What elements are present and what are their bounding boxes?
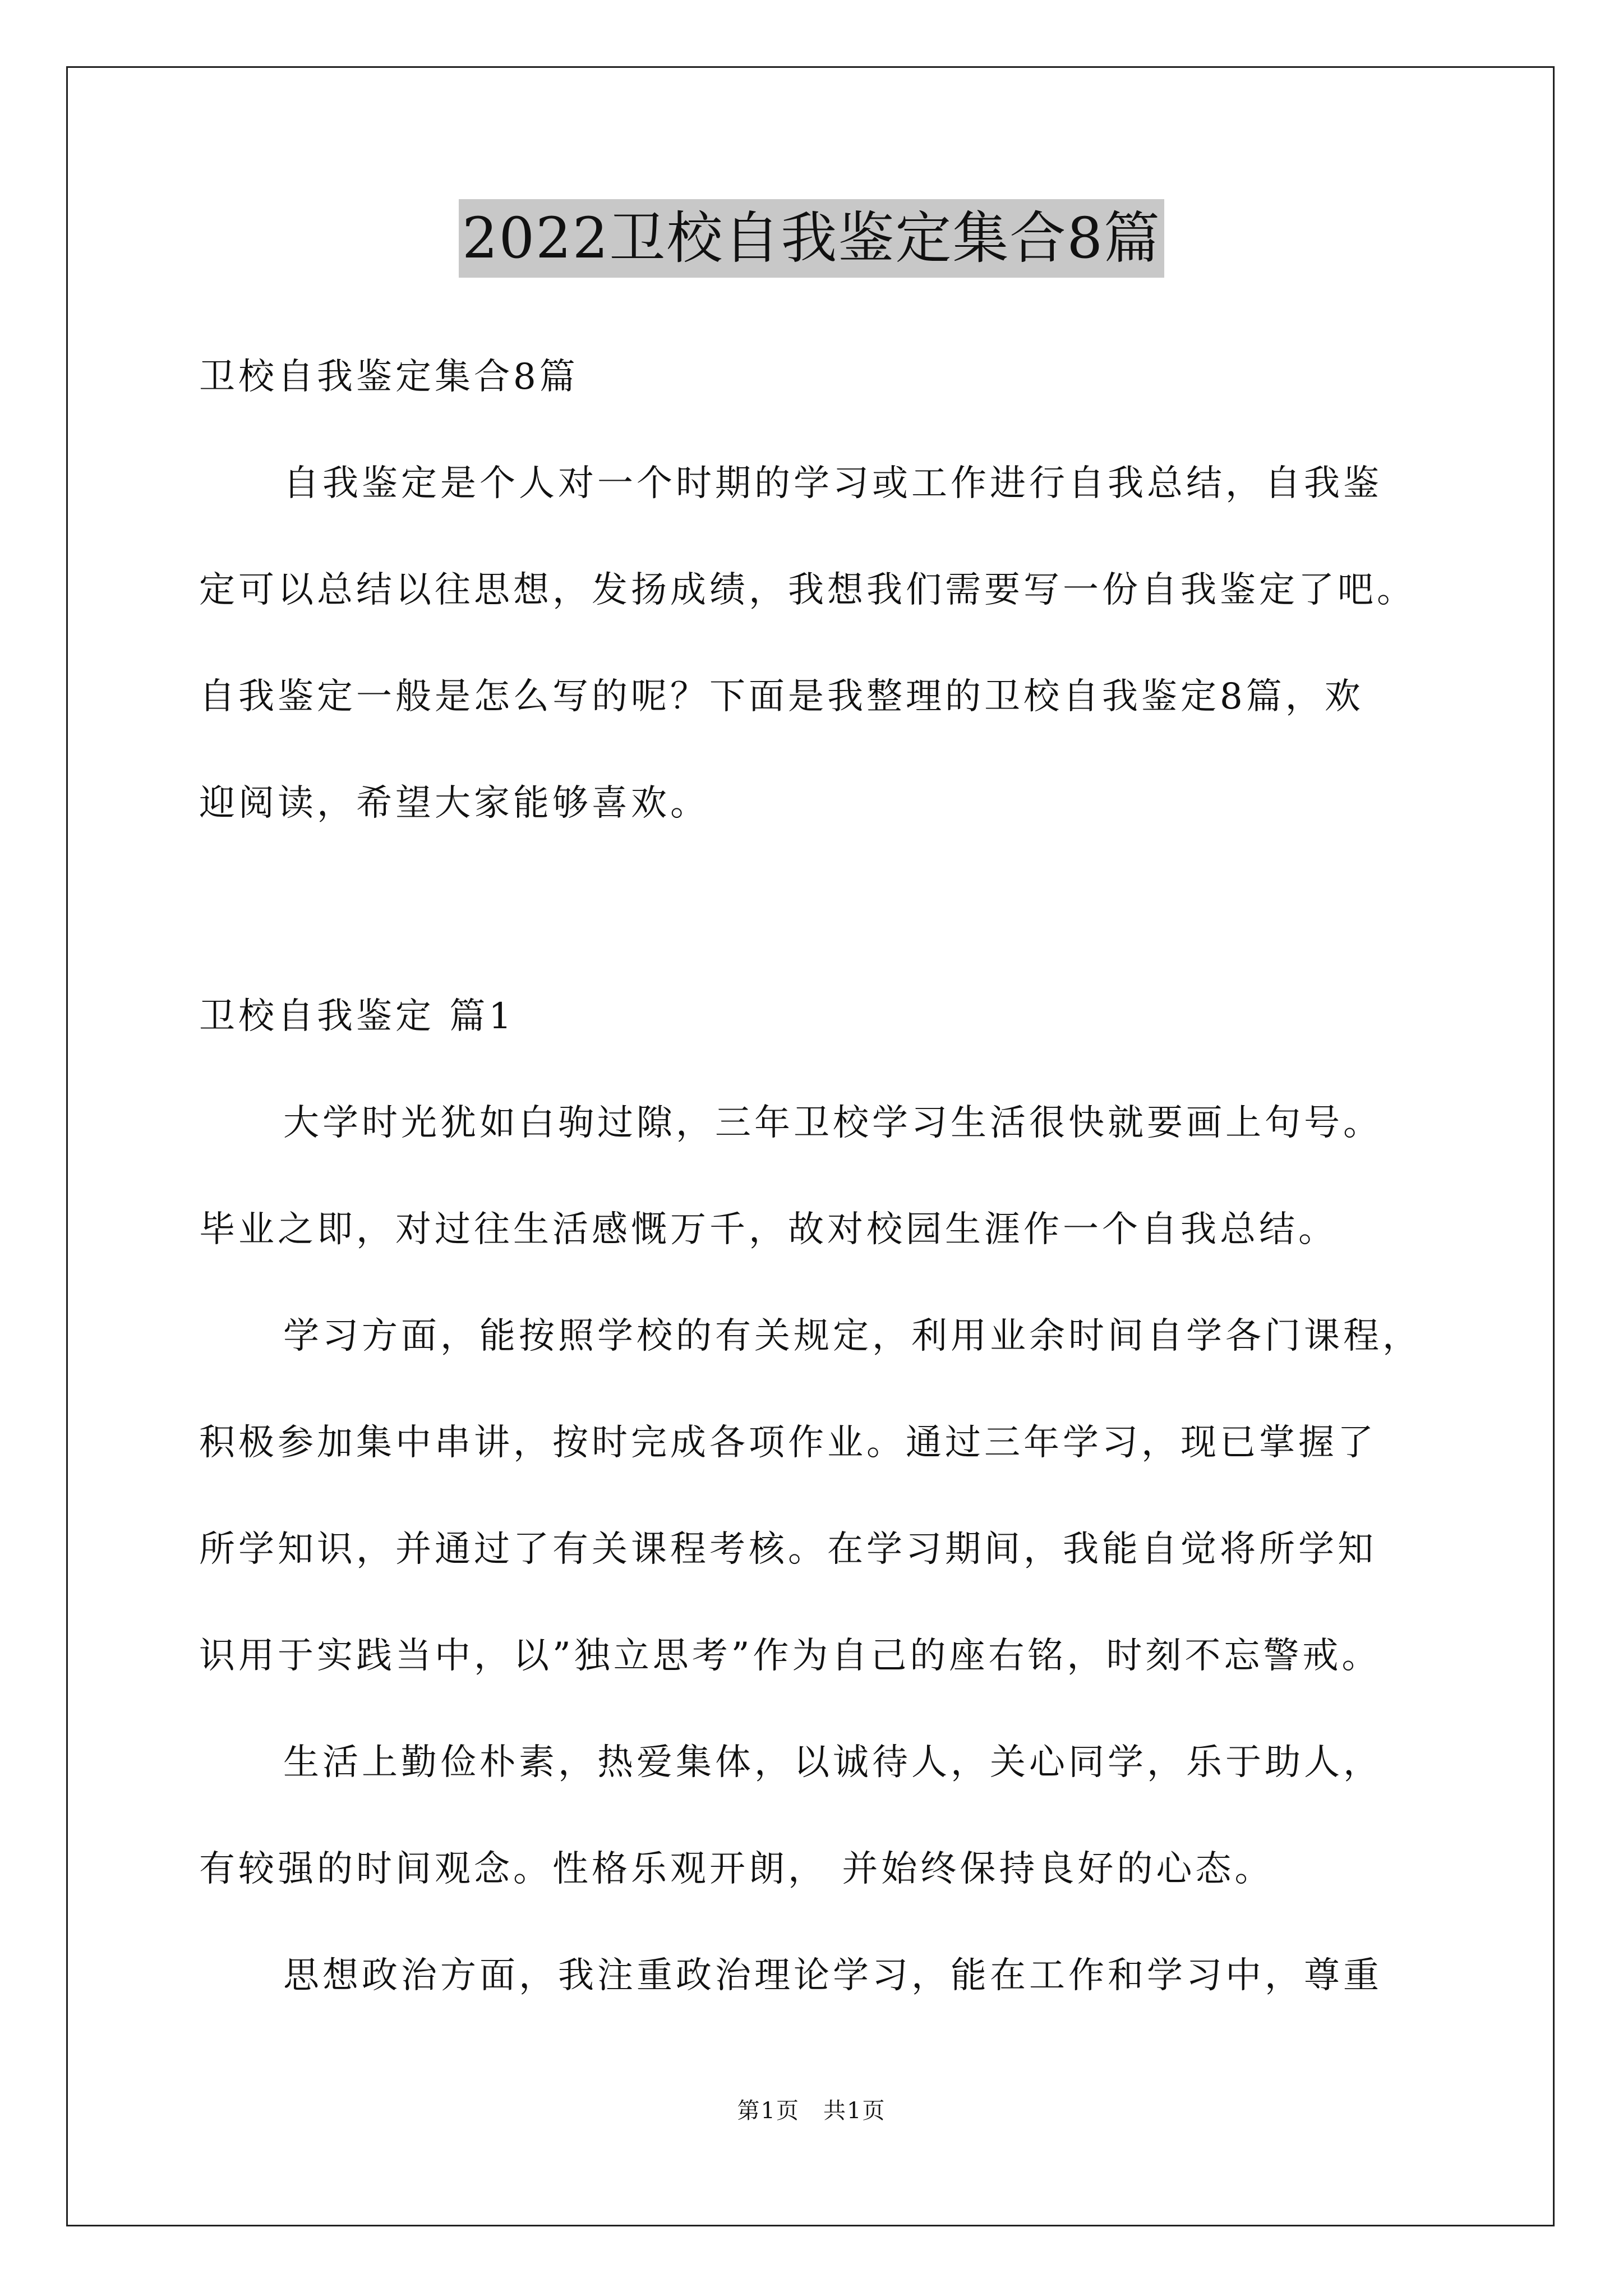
body-line-1: 大学时光犹如白驹过隙，三年卫校学习生活很快就要画上句号。 — [283, 1102, 1382, 1144]
body-line-8: 有较强的时间观念。性格乐观开朗， 并始终保持良好的心态。 — [199, 1848, 1274, 1890]
intro-line-4: 迎阅读，希望大家能够喜欢。 — [199, 783, 709, 824]
intro-line-3: 自我鉴定一般是怎么写的呢？下面是我整理的卫校自我鉴定8篇，欢 — [199, 676, 1364, 717]
body-line-7: 生活上勤俭朴素，热爱集体，以诚待人，关心同学，乐于助人， — [283, 1742, 1382, 1783]
body-line-6: 识用于实践当中，以”独立思考”作为自己的座右铭，时刻不忘警戒。 — [199, 1635, 1381, 1677]
body-line-5: 所学知识，并通过了有关课程考核。在学习期间，我能自觉将所学知 — [199, 1529, 1377, 1570]
body-line-4: 积极参加集中串讲，按时完成各项作业。通过三年学习，现已掌握了 — [199, 1422, 1377, 1464]
document-subtitle: 卫校自我鉴定集合8篇 — [199, 356, 579, 398]
body-line-2: 毕业之即，对过往生活感慨万千，故对校园生涯作一个自我总结。 — [199, 1209, 1338, 1250]
body-line-9: 思想政治方面，我注重政治理论学习，能在工作和学习中，尊重 — [283, 1955, 1382, 1996]
page-footer: 第1页 共1页 — [737, 2098, 886, 2124]
section-heading: 卫校自我鉴定 篇1 — [199, 996, 515, 1037]
body-line-3: 学习方面，能按照学校的有关规定，利用业余时间自学各门课程， — [283, 1315, 1422, 1357]
intro-line-2: 定可以总结以往思想，发扬成绩，我想我们需要写一份自我鉴定了吧。 — [199, 569, 1416, 611]
document-title-container — [0, 199, 1623, 278]
intro-line-1: 自我鉴定是个人对一个时期的学习或工作进行自我总结，自我鉴 — [283, 463, 1382, 504]
document-title: 2022卫校自我鉴定集合8篇 — [459, 199, 1164, 278]
